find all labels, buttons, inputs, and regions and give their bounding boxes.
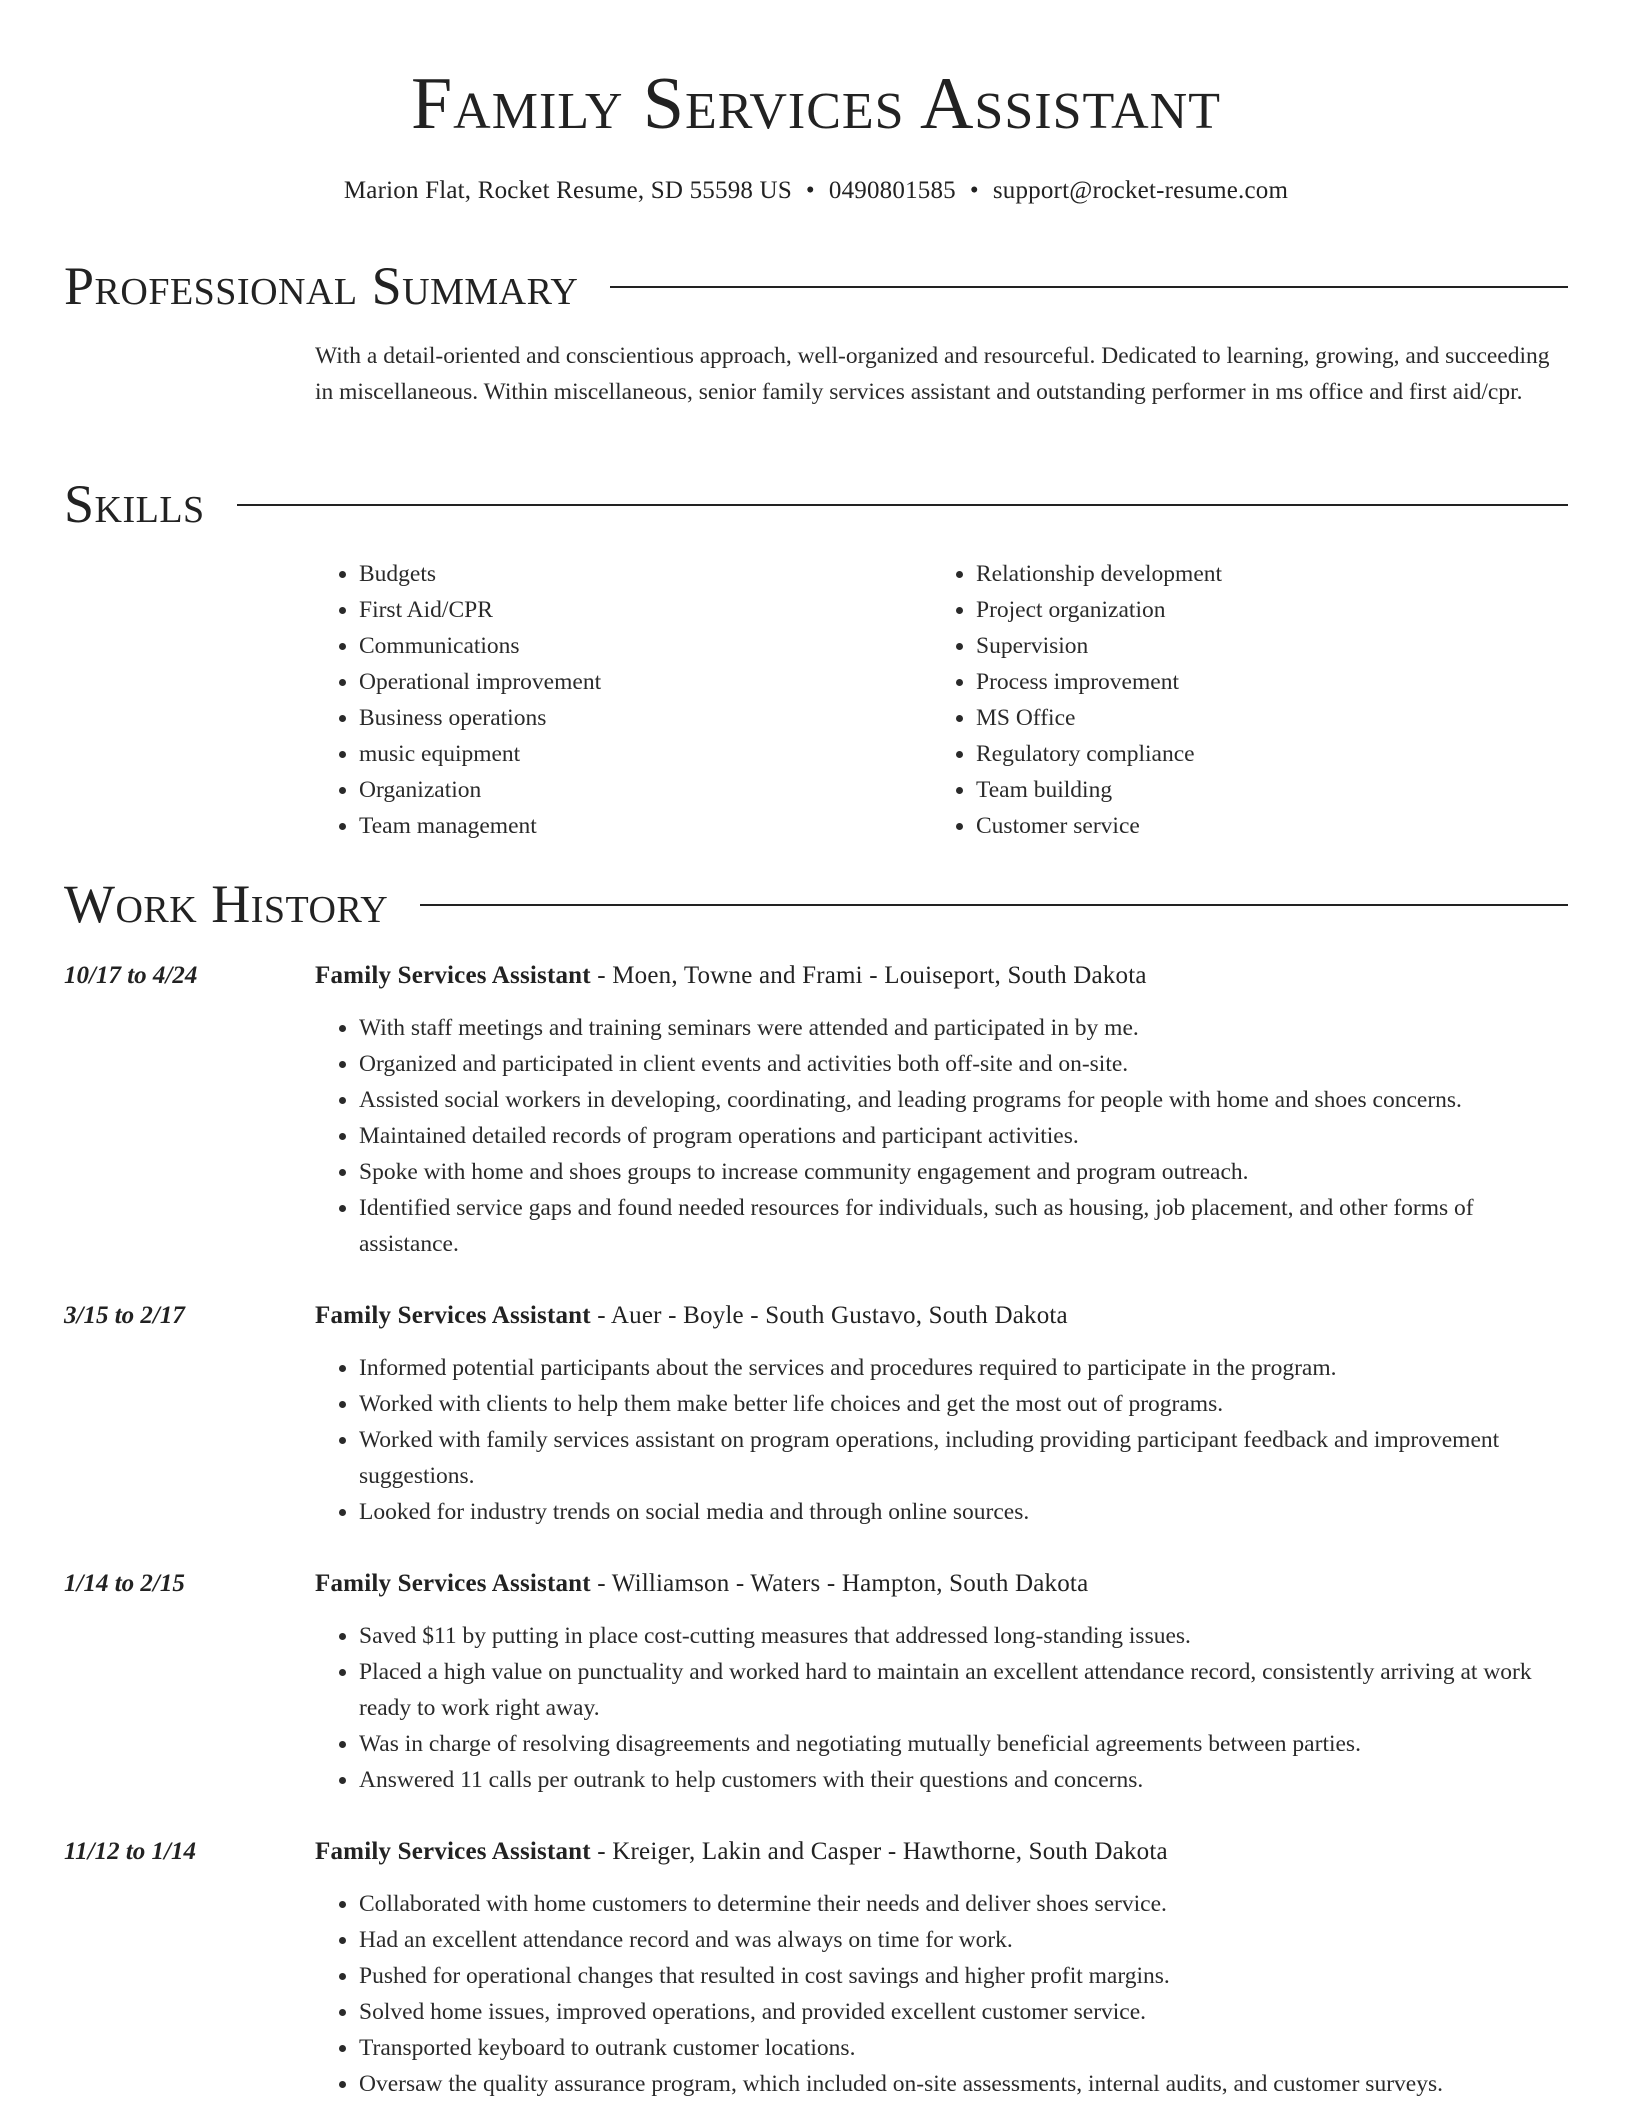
- job-heading: [315, 1566, 1568, 1602]
- job-bullet: • Solved home issues, improved operations, and provided excellent customer service.: [359, 1994, 1568, 2030]
- job-bullet: • Answered 11 calls per outrank to help customers with their questions and concerns.: [359, 1762, 1568, 1798]
- job-bullet: • Spoke with home and shoes groups to increase community engagement and program outreach.: [359, 1154, 1568, 1190]
- job-title: Family Services Assistant: [315, 962, 591, 989]
- section-divider: [420, 904, 1568, 906]
- job-bullet: • Worked with family services assistant on program operations, including providing participant feedback and improvement suggestions.: [359, 1422, 1568, 1494]
- skill-item: • Customer service: [976, 808, 1576, 844]
- job-dates: 11/12 to 1/14: [64, 1838, 196, 1865]
- skills-list-right: [932, 556, 1576, 844]
- job-employer: - Kreiger, Lakin and Casper - Hawthorne, South Dakota: [590, 1838, 1168, 1865]
- job-bullet: • Informed potential participants about the services and procedures required to participate in the program.: [359, 1350, 1568, 1386]
- job-bullet: • Maintained detailed records of program operations and participant activities.: [359, 1118, 1568, 1154]
- skill-item: • Budgets: [359, 556, 919, 592]
- job-dates: 10/17 to 4/24: [64, 962, 198, 989]
- job-bullet: • Oversaw the quality assurance program, which included on-site assessments, internal audits, and customer surveys.: [359, 2066, 1568, 2102]
- job-bullet: • Was in charge of resolving disagreements and negotiating mutually beneficial agreements between parties.: [359, 1726, 1568, 1762]
- contact-email: support@rocket-resume.com: [992, 177, 1289, 204]
- skills-section-header: [64, 474, 1568, 534]
- contact-address: Marion Flat, Rocket Resume, SD 55598 US: [343, 177, 792, 204]
- job-bullet: • Assisted social workers in developing, coordinating, and leading programs for people with home and shoes concerns.: [359, 1082, 1568, 1118]
- job-bullet: • Worked with clients to help them make better life choices and get the most out of programs.: [359, 1386, 1568, 1422]
- skill-item: • First Aid/CPR: [359, 592, 919, 628]
- job-title: Family Services Assistant: [315, 1838, 591, 1865]
- skill-item: • Operational improvement: [359, 664, 919, 700]
- job-bullet-list: [315, 1618, 1568, 1798]
- job-dates: 3/15 to 2/17: [64, 1302, 185, 1329]
- candidate-name: Family Services Assistant: [411, 63, 1221, 145]
- summary-section-header: [64, 256, 1568, 316]
- job-heading: [315, 1298, 1568, 1334]
- skill-item: • Team building: [976, 772, 1576, 808]
- job-bullet: • Identified service gaps and found needed resources for individuals, such as housing, job placement, and other forms of assistance.: [359, 1190, 1568, 1262]
- skill-item: • Supervision: [976, 628, 1576, 664]
- job-bullet: • Looked for industry trends on social media and through online sources.: [359, 1494, 1568, 1530]
- skill-item: • Relationship development: [976, 556, 1576, 592]
- contact-separator: •: [805, 177, 815, 204]
- skill-item: • music equipment: [359, 736, 919, 772]
- summary-section-title: Professional Summary: [64, 256, 579, 316]
- job-bullet-list: [315, 1350, 1568, 1530]
- job-heading: [315, 958, 1568, 994]
- job-bullet: • Saved $11 by putting in place cost-cutting measures that addressed long-standing issues.: [359, 1618, 1568, 1654]
- work-section-title: Work History: [64, 874, 389, 934]
- job-title: Family Services Assistant: [315, 1302, 591, 1329]
- job-bullet-list: [315, 1010, 1568, 1262]
- work-section-header: [64, 874, 1568, 934]
- skill-item: • Communications: [359, 628, 919, 664]
- contact-phone: 0490801585: [828, 177, 956, 204]
- job-employer: - Moen, Towne and Frami - Louiseport, South Dakota: [590, 962, 1147, 989]
- job-bullet: • Collaborated with home customers to determine their needs and deliver shoes service.: [359, 1886, 1568, 1922]
- summary-text: With a detail-oriented and conscientious approach, well-organized and resourceful. Dedicated to learning, growing, and succeeding in miscellaneous. Within miscellaneous, senior family services assistant and outstanding performer in ms office and first aid/cpr.: [315, 343, 1550, 405]
- section-divider: [610, 286, 1568, 288]
- job-bullet: • Organized and participated in client events and activities both off-site and on-site.: [359, 1046, 1568, 1082]
- job-employer: - Williamson - Waters - Hampton, South Dakota: [590, 1570, 1089, 1597]
- job-bullet: • With staff meetings and training seminars were attended and participated in by me.: [359, 1010, 1568, 1046]
- skill-item: • Project organization: [976, 592, 1576, 628]
- job-dates: 1/14 to 2/15: [64, 1570, 185, 1597]
- skill-item: • Team management: [359, 808, 919, 844]
- skills-section-title: Skills: [64, 474, 205, 534]
- skill-item: • Organization: [359, 772, 919, 808]
- job-heading: [315, 1834, 1568, 1870]
- section-divider: [237, 504, 1568, 506]
- job-bullet: • Pushed for operational changes that resulted in cost savings and higher profit margins.: [359, 1958, 1568, 1994]
- skill-item: • MS Office: [976, 700, 1576, 736]
- skills-list-left: [315, 556, 919, 844]
- skill-item: • Regulatory compliance: [976, 736, 1576, 772]
- contact-line: [0, 174, 1632, 208]
- job-bullet: • Placed a high value on punctuality and worked hard to maintain an excellent attendance record, consistently arriving at work ready to work right away.: [359, 1654, 1568, 1726]
- job-bullet: • Had an excellent attendance record and was always on time for work.: [359, 1922, 1568, 1958]
- skill-item: • Business operations: [359, 700, 919, 736]
- job-employer: - Auer - Boyle - South Gustavo, South Dakota: [590, 1302, 1068, 1329]
- contact-separator: •: [969, 177, 979, 204]
- job-title: Family Services Assistant: [315, 1570, 591, 1597]
- skill-item: • Process improvement: [976, 664, 1576, 700]
- job-bullet-list: [315, 1886, 1568, 2102]
- job-bullet: • Transported keyboard to outrank customer locations.: [359, 2030, 1568, 2066]
